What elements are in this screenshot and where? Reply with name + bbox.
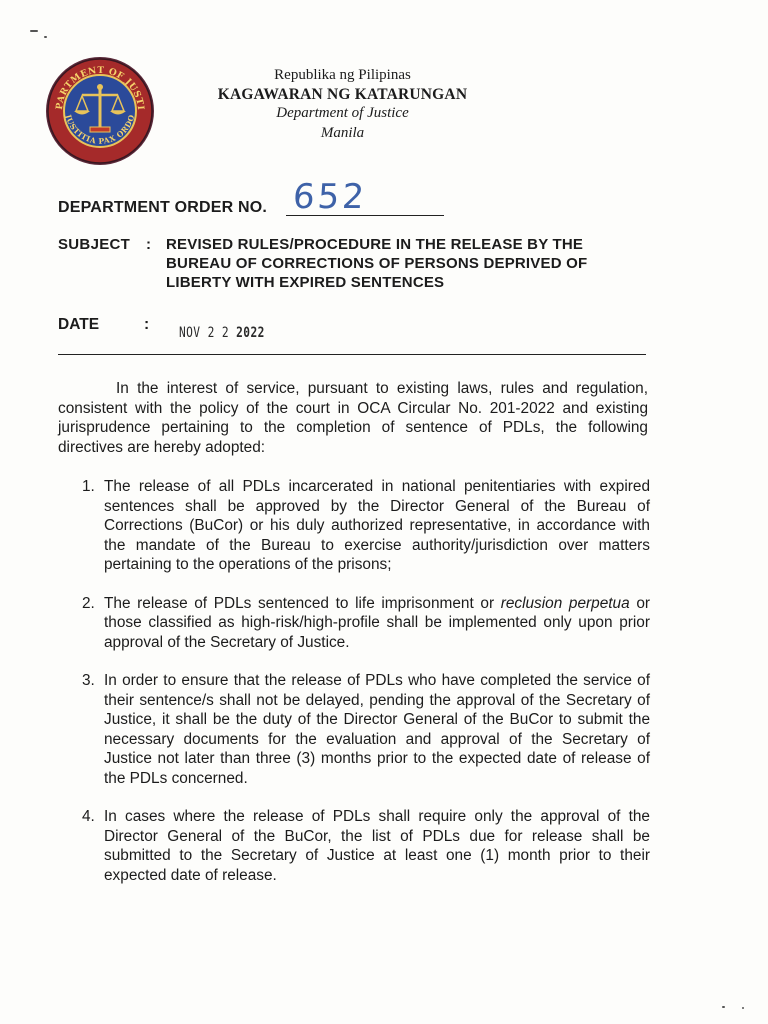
list-item-text: The release of PDLs sentenced to life imprisonment or reclusion perpetua or those classified as high-risk/high-profile shall be implemented only upon prior approval of the Secretary of Justice. xyxy=(104,594,650,651)
doj-seal-logo xyxy=(44,55,156,167)
svg-text:JUSTITIA PAX ORDO: JUSTITIA PAX ORDO xyxy=(63,113,137,146)
letterhead-city: Manila xyxy=(320,125,365,141)
letterhead-agency: KAGAWARAN NG KATARUNGAN xyxy=(217,86,468,103)
scan-speck xyxy=(742,1007,744,1009)
intro-text: In the interest of service, pursuant to existing laws, rules and regulation, consistent with the policy of the court in OCA Circular No. 201-2022 and existing jurisprudence pertaining to the completion of sentence of PDLs, the following directives are hereby adopted: xyxy=(58,380,648,456)
list-item-text: In cases where the release of PDLs shall require only the approval of the Director General of the BuCor, the list of PDLs due for release shall be submitted to the Secretary of Justice at least one (1) month prior to their expected date of release. xyxy=(104,808,650,884)
subject-label: SUBJECT xyxy=(58,236,131,253)
list-item-text: In order to ensure that the release of PDLs who have completed the service of their sentence/s shall not be delayed, pending the approval of the Secretary of Justice, it shall be the duty of the Director General of the BuCor to submit the necessary documents for the evaluation and approval of the Secretary of Justice not later than three (3) months prior to the expected date of release of the PDLs concerned. xyxy=(104,672,650,787)
letterhead-republic: Republika ng Pilipinas xyxy=(274,67,411,83)
date-block xyxy=(58,316,458,346)
scan-speck xyxy=(44,36,47,38)
date-label: DATE xyxy=(58,316,100,333)
emphasis-text: reclusion perpetua xyxy=(500,594,630,612)
department-order-number: 652 xyxy=(291,177,369,217)
list-item-number: 4. xyxy=(82,808,95,825)
header-divider xyxy=(58,354,646,355)
date-stamp-year: 2022 xyxy=(236,325,265,341)
scan-speck xyxy=(722,1006,725,1008)
date-colon: : xyxy=(144,316,150,333)
directives-list xyxy=(76,477,650,904)
date-stamp xyxy=(179,325,265,341)
department-order xyxy=(58,177,458,220)
list-item-number: 2. xyxy=(82,594,95,612)
scan-speck xyxy=(30,30,38,32)
list-item-number: 1. xyxy=(82,478,95,495)
subject-text: REVISED RULES/PROCEDURE IN THE RELEASE BY THE BUREAU OF CORRECTIONS OF PERSONS DEPRIVED OF LIBERTY WITH EXPIRED SENTENCES xyxy=(166,236,588,291)
list-item xyxy=(76,807,650,885)
list-item xyxy=(76,594,650,653)
list-item xyxy=(76,477,650,575)
list-item-text: The release of all PDLs incarcerated in national penitentiaries with expired sentences shall be approved by the Director General of the Bureau of Corrections (BuCor) or his duly authorized representative, in accordance with the mandate of the Bureau to exercise authority/jurisdiction over matters pertaining to the operations of the prisons; xyxy=(104,478,650,573)
letterhead-department: Department of Justice xyxy=(276,105,409,121)
intro-paragraph xyxy=(58,379,648,457)
list-item-number: 3. xyxy=(82,672,95,689)
svg-text:DEPARTMENT OF JUSTICE: PARTMENT OF JUSTI xyxy=(54,65,146,111)
list-item xyxy=(76,671,650,788)
department-order-label: DEPARTMENT ORDER NO. xyxy=(58,199,268,216)
date-stamp-day: NOV 2 2 xyxy=(179,325,230,341)
letterhead xyxy=(190,66,495,143)
subject-colon: : xyxy=(146,236,151,253)
